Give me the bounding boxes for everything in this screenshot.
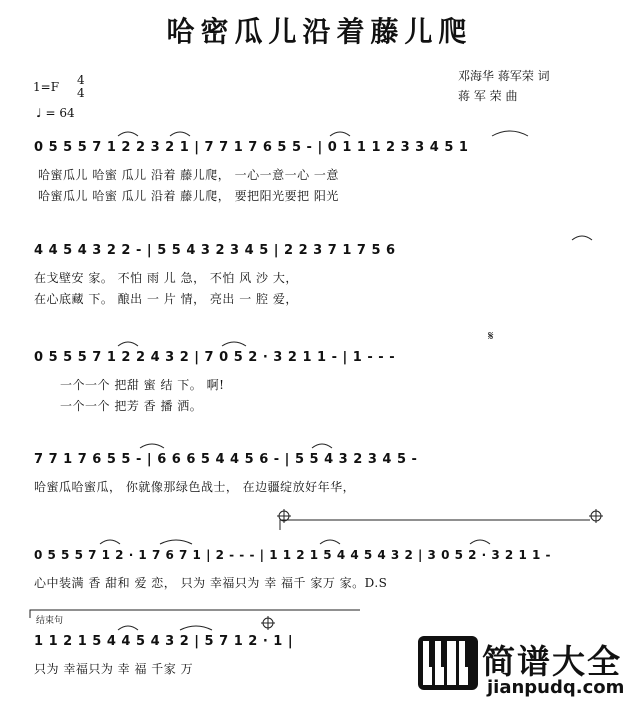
lyric-line-3-verse-1: 一个一个 把甜 蜜 结 下。 啊!	[60, 378, 225, 392]
coda-label: 结束句	[36, 616, 64, 626]
piano-logo-icon	[418, 636, 478, 690]
key-signature: 1=F	[33, 80, 60, 94]
score-line-2: 4 4 5 4 3 2 2 - | 5 5 4 3 2 3 4 5 | 2 2 3 7 1 7 5 6	[34, 243, 396, 258]
lyric-line-4-verse-1: 哈蜜瓜哈蜜瓜， 你就像那绿色战士， 在边疆绽放好年华，	[34, 480, 356, 494]
site-logo-text: 简谱大全	[482, 642, 622, 681]
lyric-line-1-verse-1: 哈蜜瓜儿 哈蜜 瓜儿 沿着 藤儿爬， 一心一意一心 一意	[38, 168, 339, 182]
score-line-6: 1 1 2 1 5 4 4 5 4 3 2 | 5 7 1 2 · 1 |	[34, 634, 294, 649]
tempo-marking: ♩ = 64	[36, 106, 75, 120]
lyricists-credit: 邓海华 蒋军荣 词	[458, 69, 550, 83]
lyric-line-2-verse-1: 在戈壁安 家。 不怕 雨 儿 急， 不怕 风 沙 大，	[34, 271, 298, 285]
score-line-1: 0 5 5 5 7 1 2 2 3 2 1 | 7 7 1 7 6 5 5 - | 0 1 1 1 2 3 3 4 5 1	[34, 140, 469, 155]
lyric-line-5-verse-1: 心中装满 香 甜和 爱 恋， 只为 幸福只为 幸 福千 家万 家。D.S	[34, 576, 388, 590]
lyric-line-6-verse-1: 只为 幸福只为 幸 福 千家 万	[34, 662, 194, 676]
lyric-line-2-verse-2: 在心底藏 下。 酿出 一 片 情， 亮出 一 腔 爱，	[34, 292, 298, 306]
site-logo-url: jianpudq.com	[487, 677, 625, 698]
score-line-3: 0 5 5 5 7 1 2 2 4 3 2 | 7 0 5 2 · 3 2 1 1 - | 1 - - -	[34, 350, 396, 365]
score-line-4: 7 7 1 7 6 5 5 - | 6 6 6 5 4 4 5 6 - | 5 5 4 3 2 3 4 5 -	[34, 452, 418, 467]
lyric-line-3-verse-2: 一个一个 把芳 香 播 洒。	[60, 399, 203, 413]
lyric-line-1-verse-2: 哈蜜瓜儿 哈蜜 瓜儿 沿着 藤儿爬， 要把阳光要把 阳光	[38, 189, 339, 203]
time-signature-bottom: 4	[77, 86, 85, 100]
page-title: 哈密瓜儿沿着藤儿爬	[166, 15, 473, 48]
composer-credit: 蒋 军 荣 曲	[458, 89, 518, 103]
score-line-5: 0 5 5 5 7 1 2 · 1 7 6 7 1 | 2 - - - | 1 1 2 1 5 4 4 5 4 3 2 | 3 0 5 2 · 3 2 1 1 -	[34, 548, 551, 562]
svg-text:𝄋: 𝄋	[488, 329, 494, 344]
time-signature-top: 4	[77, 73, 85, 87]
